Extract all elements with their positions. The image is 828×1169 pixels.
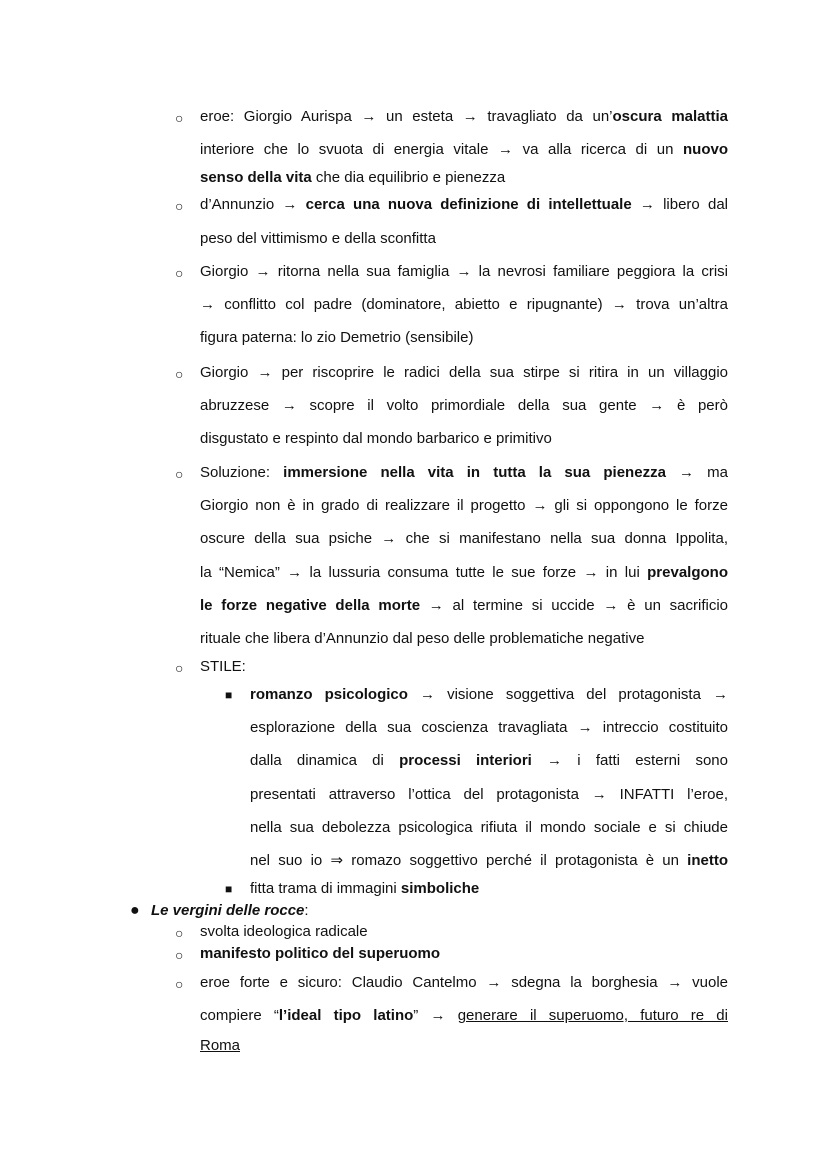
bold-text: romanzo psicologico <box>250 686 408 703</box>
bold-italic-title: Le vergini delle rocce <box>151 902 305 919</box>
text-segment: presentati attraverso l’ottica del protagonista → INFATTI l’eroe, <box>250 786 728 803</box>
text-segment: → conflitto col padre (dominatore, abietto e ripugnante) → trova un’altra <box>200 296 728 313</box>
text-line <box>200 107 728 126</box>
circle-bullet-icon: ○ <box>175 466 184 482</box>
text-line <box>250 818 728 837</box>
text-segment: STILE: <box>200 658 246 675</box>
text-segment: → al termine si uccide → è un sacrificio <box>420 597 729 614</box>
bold-text: manifesto politico del superuomo <box>200 945 441 962</box>
text-segment: svolta ideologica radicale <box>200 923 368 940</box>
text-line <box>200 140 728 159</box>
text-segment: la “Nemica” → la lussuria consuma tutte le sue forze → in lui <box>200 564 648 581</box>
text-segment: nella sua debolezza psicologica rifiuta il mondo sociale e si chiude <box>250 819 728 836</box>
text-line <box>200 944 728 963</box>
bold-text: inetto <box>687 852 728 869</box>
underlined-text: Roma <box>200 1037 241 1054</box>
bold-text: nuovo <box>683 141 728 158</box>
bold-text: immersione nella vita in tutta la sua pienezza <box>283 464 666 481</box>
text-segment: → visione soggettiva del protagonista → <box>407 686 728 703</box>
bold-text: le forze negative della morte <box>200 597 421 614</box>
text-line <box>200 396 728 415</box>
text-segment: disgustato e respinto dal mondo barbarico e primitivo <box>200 430 552 447</box>
text-segment: interiore che lo svuota di energia vitale → va alla ricerca di un <box>200 141 683 158</box>
underlined-text: generare il superuomo, futuro re di <box>457 1007 728 1024</box>
text-line <box>200 262 728 281</box>
text-line <box>200 973 728 992</box>
text-line <box>250 718 728 737</box>
text-line <box>200 229 728 248</box>
text-segment: → libero dal <box>631 196 728 213</box>
text-segment: abruzzese → scopre il volto primordiale della sua gente → è però <box>200 397 728 414</box>
text-segment: esplorazione della sua coscienza travagliata → intreccio costituito <box>250 719 728 736</box>
text-line <box>200 195 728 214</box>
text-line <box>200 596 728 615</box>
text-segment: → ma <box>665 464 728 481</box>
square-bullet-icon: ■ <box>225 882 233 896</box>
text-line <box>250 785 728 804</box>
circle-bullet-icon: ○ <box>175 110 184 126</box>
text-line <box>200 922 728 941</box>
circle-bullet-icon: ○ <box>175 198 184 214</box>
bold-text: cerca una nuova definizione di intellettuale <box>305 196 632 213</box>
text-line <box>200 463 728 482</box>
text-segment: dalla dinamica di <box>250 752 400 769</box>
text-segment: Soluzione: <box>200 464 284 481</box>
text-line <box>200 657 728 676</box>
text-segment: figura paterna: lo zio Demetrio (sensibile) <box>200 329 474 346</box>
bold-text: oscura malattia <box>612 108 729 125</box>
text-segment: peso del vittimismo e della sconfitta <box>200 230 436 247</box>
text-line <box>151 901 309 920</box>
text-segment: oscure della sua psiche → che si manifestano nella sua donna Ippolita, <box>200 530 728 547</box>
text-line <box>200 1006 728 1025</box>
text-segment: rituale che libera d’Annunzio dal peso delle problematiche negative <box>200 630 645 647</box>
text-line <box>200 168 728 187</box>
text-line <box>200 629 728 648</box>
text-segment: : <box>304 902 309 919</box>
text-line <box>250 685 728 704</box>
text-line <box>200 1036 728 1055</box>
filled-bullet-icon: ● <box>130 902 140 919</box>
bold-text: simboliche <box>400 880 480 897</box>
bold-text: l’ideal tipo latino <box>278 1007 414 1024</box>
bold-text: prevalgono <box>647 564 728 581</box>
text-segment: fitta trama di immagini <box>250 880 401 897</box>
circle-bullet-icon: ○ <box>175 925 184 941</box>
text-line <box>200 529 728 548</box>
text-segment: Giorgio non è in grado di realizzare il progetto → gli si oppongono le forze <box>200 497 728 514</box>
circle-bullet-icon: ○ <box>175 366 184 382</box>
text-segment: eroe: Giorgio Aurispa → un esteta → travagliato da un’ <box>200 108 613 125</box>
circle-bullet-icon: ○ <box>175 265 184 281</box>
text-segment: Giorgio → per riscoprire le radici della sua stirpe si ritira in un villaggio <box>200 364 728 381</box>
circle-bullet-icon: ○ <box>175 947 184 963</box>
bold-text: processi interiori <box>399 752 532 769</box>
text-segment: compiere “ <box>200 1007 279 1024</box>
circle-bullet-icon: ○ <box>175 976 184 992</box>
text-line <box>200 563 728 582</box>
text-line <box>200 429 728 448</box>
text-line <box>200 496 728 515</box>
text-line <box>250 751 728 770</box>
text-segment: → i fatti esterni sono <box>531 752 728 769</box>
text-line <box>200 295 728 314</box>
text-segment: nel suo io ⇒ romazo soggettivo perché il protagonista è un <box>250 852 688 869</box>
text-line <box>250 879 728 898</box>
text-segment: ” → <box>413 1007 458 1024</box>
text-line <box>200 328 728 347</box>
text-segment: Giorgio → ritorna nella sua famiglia → la nevrosi familiare peggiora la crisi <box>200 263 728 280</box>
square-bullet-icon: ■ <box>225 688 233 702</box>
text-segment: che dia equilibrio e pienezza <box>311 169 506 186</box>
text-line <box>250 851 728 870</box>
circle-bullet-icon: ○ <box>175 660 184 676</box>
bold-text: senso della vita <box>200 169 312 186</box>
text-line <box>200 363 728 382</box>
text-segment: d’Annunzio → <box>200 196 306 213</box>
text-segment: eroe forte e sicuro: Claudio Cantelmo → sdegna la borghesia → vuole <box>200 974 728 991</box>
